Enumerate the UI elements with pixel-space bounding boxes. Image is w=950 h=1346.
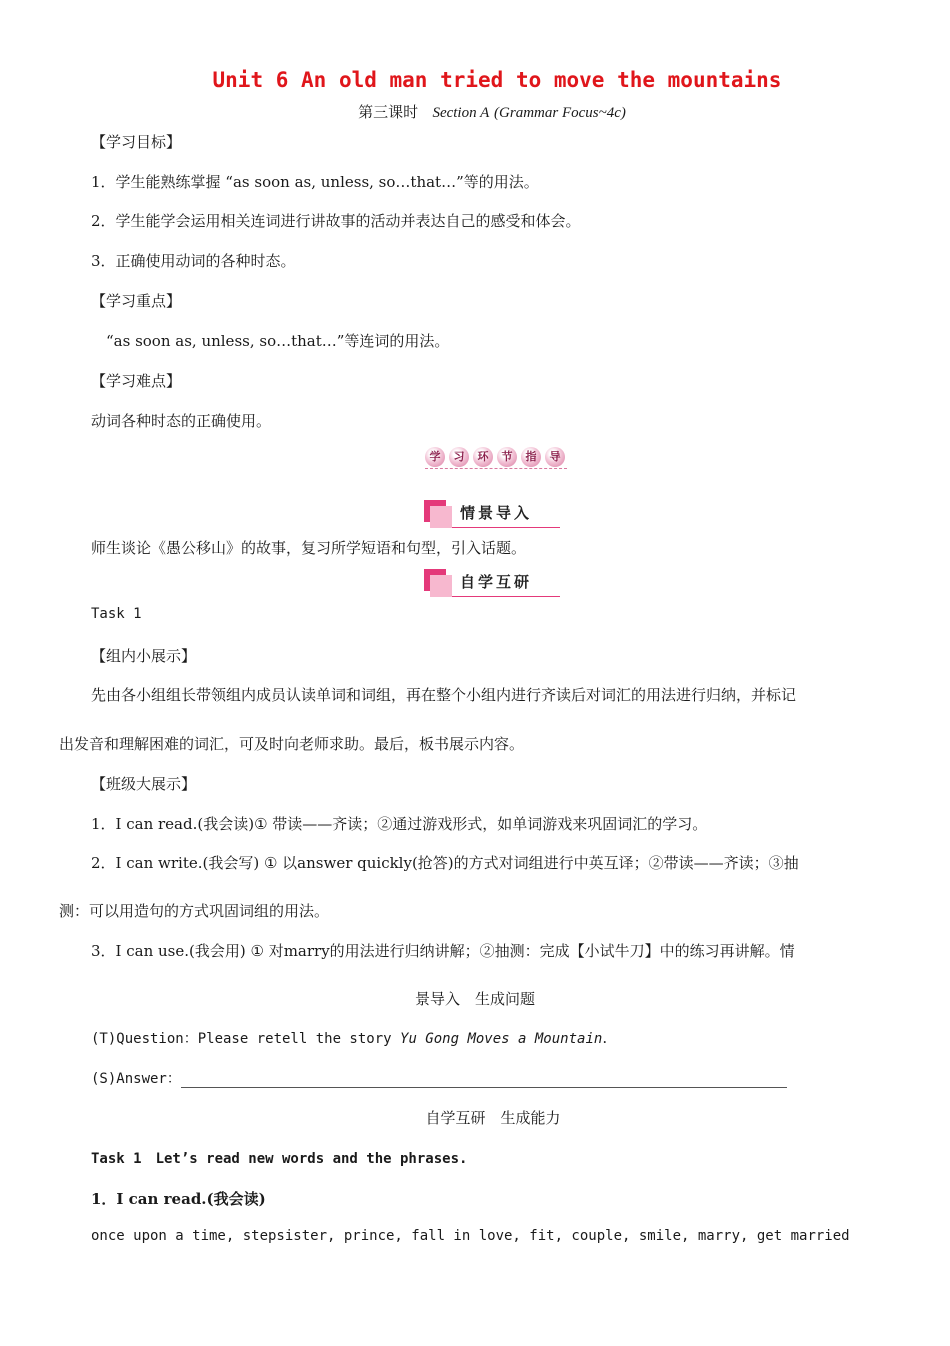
class-heading: 【班级大展示】 xyxy=(91,775,197,793)
section-square-icon xyxy=(430,575,452,597)
group-text: 出发音和理解困难的词汇，可及时向老师求助。最后，板书展示内容。 xyxy=(59,735,525,753)
focus-text: “as soon as, unless, so…that…”等连词的用法。 xyxy=(106,332,450,350)
section-heading-label: 自学互研 xyxy=(460,573,533,591)
banner-char: 环 xyxy=(473,447,493,467)
objective-item: 1．学生能熟练掌握 “as soon as, unless, so…that…”等的用法。 xyxy=(91,173,539,191)
objectives-heading: 【学习目标】 xyxy=(91,133,182,151)
document-title: Unit 6 An old man tried to move the mountains xyxy=(212,68,782,92)
banner-underline xyxy=(425,468,567,469)
story-title: Yu Gong Moves a Mountain xyxy=(400,1031,603,1047)
section-label: Section A xyxy=(432,105,490,121)
banner-char: 习 xyxy=(449,447,469,467)
section-square-icon xyxy=(430,506,452,528)
section-underline xyxy=(452,527,560,528)
focus-heading: 【学习重点】 xyxy=(91,292,182,310)
section-underline xyxy=(452,596,560,597)
section-heading-self-study xyxy=(424,569,560,597)
banner-char: 指 xyxy=(521,447,541,467)
self-study-heading: 自学互研 生成能力 xyxy=(425,1109,561,1127)
answer-line-row xyxy=(91,1068,787,1088)
question-text: (T)Question：Please retell the story xyxy=(91,1031,401,1047)
section-text: 师生谈论《愚公移山》的故事，复习所学短语和句型，引入话题。 xyxy=(91,539,527,557)
task-label: Task 1 xyxy=(91,606,142,622)
lesson-label: 第三课时 xyxy=(358,103,419,121)
answer-blank[interactable] xyxy=(181,1073,787,1088)
banner-char: 节 xyxy=(497,447,517,467)
self-study-task: Task 1 Let’s read new words and the phrases. xyxy=(91,1151,468,1167)
objective-item: 3．正确使用动词的各种时态。 xyxy=(91,252,296,270)
banner-char: 导 xyxy=(545,447,565,467)
lesson-subtitle xyxy=(0,101,950,122)
group-heading: 【组内小展示】 xyxy=(91,647,197,665)
self-study-item: 1．I can read.(我会读) xyxy=(91,1190,266,1208)
scene-line: 景导入 生成问题 xyxy=(414,990,535,1008)
answer-label: (S)Answer： xyxy=(91,1071,181,1087)
class-item: 2．I can write.(我会写) ① 以answer quickly(抢答)的方式对词组进行中英互译；②带读——齐读；③抽 xyxy=(91,854,799,872)
focus-label: (Grammar Focus~4c) xyxy=(494,105,626,121)
word-list: once upon a time, stepsister, prince, fall in love, fit, couple, smile, marry, get married xyxy=(91,1228,850,1244)
class-item: 3．I can use.(我会用) ① 对marry的用法进行归纳讲解；②抽测：完成【小试牛刀】中的练习再讲解。情 xyxy=(91,942,795,960)
section-heading-scene xyxy=(424,500,560,528)
study-guide-banner xyxy=(425,446,567,472)
class-item: 测：可以用造句的方式巩固词组的用法。 xyxy=(59,902,330,920)
class-item: 1．I can read.(我会读)① 带读——齐读；②通过游戏形式，如单词游戏来巩固词汇的学习。 xyxy=(91,815,708,833)
difficulty-text: 动词各种时态的正确使用。 xyxy=(91,412,272,430)
banner-char: 学 xyxy=(425,447,445,467)
objective-item: 2．学生能学会运用相关连词进行讲故事的活动并表达自己的感受和体会。 xyxy=(91,212,581,230)
difficulty-heading: 【学习难点】 xyxy=(91,372,182,390)
question-end: . xyxy=(602,1029,608,1047)
group-text: 先由各小组组长带领组内成员认读单词和词组，再在整个小组内进行齐读后对词汇的用法进行归纳，并标记 xyxy=(91,686,797,704)
section-heading-label: 情景导入 xyxy=(460,504,533,522)
question-line xyxy=(91,1028,607,1048)
